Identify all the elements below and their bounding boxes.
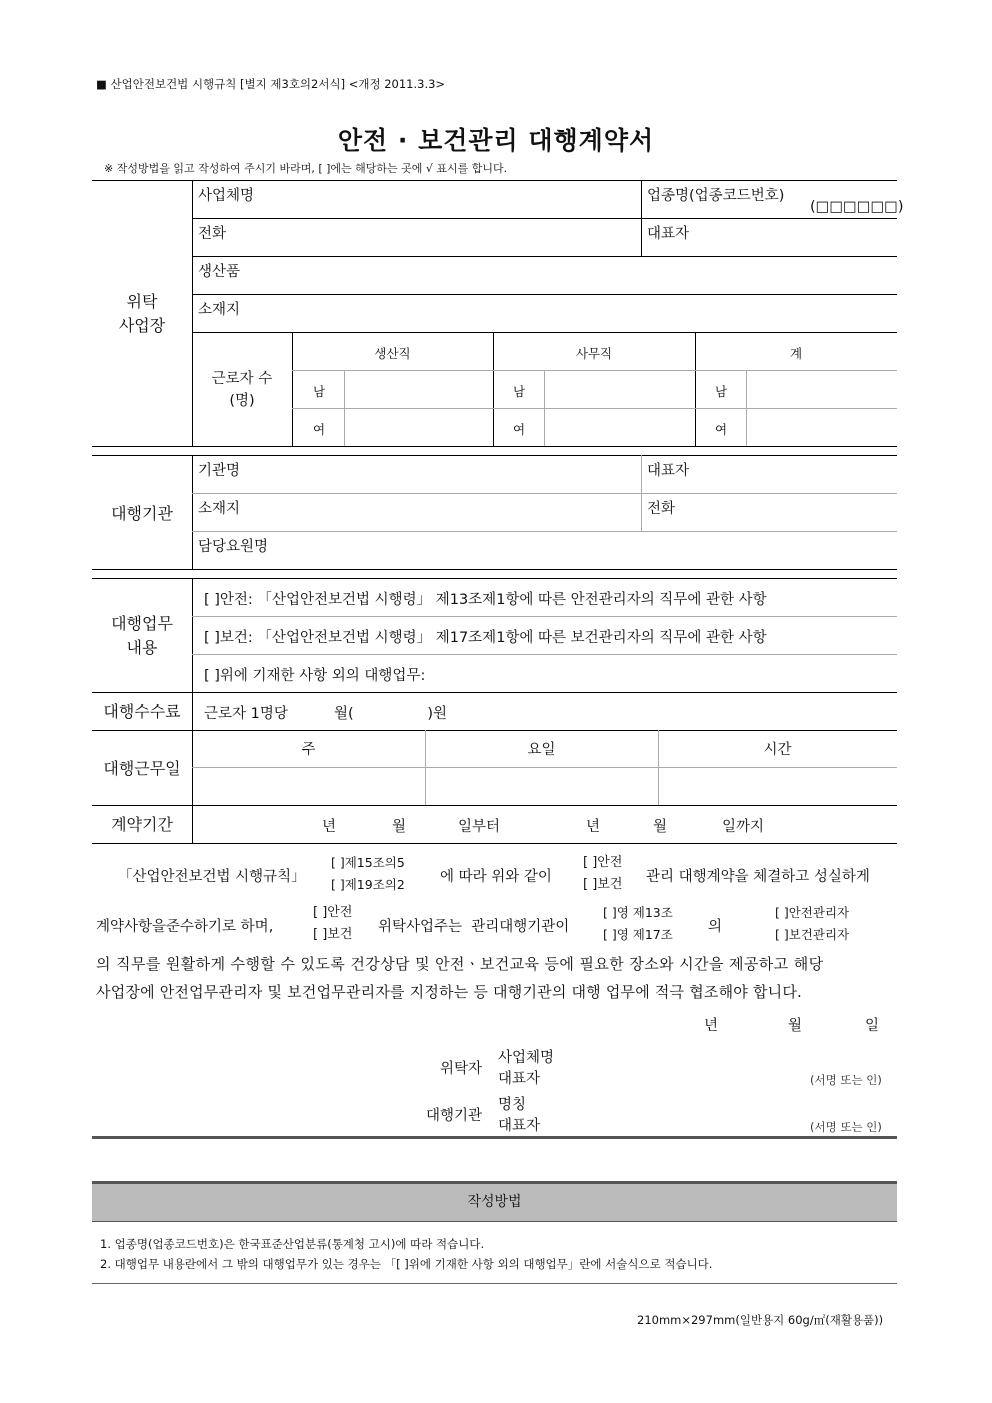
product-field[interactable]: 생산품 [198,264,241,280]
period-month-start[interactable]: 월 [392,819,407,835]
col-day: 요일 [527,742,556,758]
col-week: 주 [301,742,316,758]
checkbox-health[interactable]: [ ]보건 [583,877,623,892]
divider [92,805,897,806]
consignor-sign-note[interactable]: (서명 또는 인) [810,1073,882,1087]
agreement-line: 사업장에 안전업무관리자 및 보건업무관리자를 지정하는 등 대행기관의 대행 업무에 적극 협조해야 합니다. [96,983,802,1001]
phone-field[interactable]: 전화 [198,226,227,242]
date-month[interactable]: 월 [788,1018,803,1034]
agency-label: 대행기관 [426,1108,483,1124]
divider [92,455,897,456]
text-fragment: 위탁사업주는 관리대행기관이 [378,919,570,935]
address-field[interactable]: 소재지 [198,302,241,318]
consignor-business-name[interactable]: 사업체명 [498,1050,555,1066]
male-label: 남 [513,384,526,399]
divider [292,408,897,409]
form-reference: ■ 산업안전보건법 시행규칙 [별지 제3호의2서식] <개정 2011.3.3> [96,77,446,91]
instruction-item: 2. 대행업무 내용란에서 그 밖의 대행업무가 있는 경우는 「[ ]위에 기재한 사항 외의 대행업무」란에 서술식으로 적습니다. [100,1257,713,1271]
agency-name-field[interactable]: 기관명 [198,463,241,479]
divider [192,294,897,295]
divider [92,1136,897,1139]
divider [92,569,897,570]
article-options [331,852,405,896]
female-label: 여 [313,422,326,437]
checkbox-safety-manager[interactable]: [ ]안전관리자 [775,905,850,920]
divider [92,446,897,447]
date-day[interactable]: 일 [865,1018,880,1034]
section-label-duties [92,612,192,660]
divider [192,493,897,494]
label-line: 사업장 [118,316,166,335]
checkbox-decree-17[interactable]: [ ]영 제17조 [603,927,673,942]
instruction-item: 1. 업종명(업종코드번호)은 한국표준산업분류(통계청 고시)에 따라 적습니다. [100,1237,485,1251]
period-day-end[interactable]: 일까지 [722,819,765,835]
rule-reference: 「산업안전보건법 시행규칙」 [118,869,306,885]
page-title: 안전 · 보건관리 대행계약서 [337,126,655,155]
checkbox-safety[interactable]: [ ]안전 [583,855,623,870]
consignor-representative[interactable]: 대표자 [498,1071,541,1087]
label-line: 내용 [126,638,158,657]
male-label: 남 [715,384,728,399]
text-fragment: 계약사항을준수하기로 하며, [96,919,274,935]
divider [92,843,897,844]
industry-field[interactable]: 업종명(업종코드번호) [647,188,785,204]
col-office: 사무직 [575,346,613,361]
agency-representative-field[interactable]: 대표자 [647,463,690,479]
workers-label [192,368,292,412]
agreement-line: 의 직무를 원활하게 수행할 수 있도록 건강상담 및 안전ㆍ보건교육 등에 필요한 장소와 시간을 제공하고 해당 [96,955,824,973]
section-label-period: 계약기간 [111,815,173,834]
checkbox-article-15-5[interactable]: [ ]제15조의5 [331,855,405,870]
checkbox-decree-13[interactable]: [ ]영 제13조 [603,905,673,920]
text-fragment: 관리 대행계약을 체결하고 성실하게 [646,869,870,885]
agency-phone-field[interactable]: 전화 [647,501,676,517]
fee-field[interactable]: 근로자 1명당 월( )원 [204,706,448,722]
divider [192,531,897,532]
paper-spec: 210mm×297mm(일반용지 60g/㎡(재활용품)) [637,1313,884,1327]
management-type-options [583,852,622,896]
period-month-end[interactable]: 월 [653,819,668,835]
duty-option-other[interactable]: [ ]위에 기재한 사항 외의 대행업무: [204,668,426,684]
label-line: 근로자 수 [211,371,273,387]
col-production: 생산직 [374,346,411,361]
instruction-note: ※ 작성방법을 읽고 작성하여 주시기 바라며, [ ]에는 해당하는 곳에 √ 표시를 합니다. [104,162,508,175]
consignor-label: 위탁자 [440,1061,483,1077]
checkbox-health-manager[interactable]: [ ]보건관리자 [775,927,850,942]
agency-address-field[interactable]: 소재지 [198,501,241,517]
checkbox-health[interactable]: [ ]보건 [313,927,353,942]
label-line: (명) [229,393,255,409]
section-label-agency: 대행기관 [111,504,173,523]
divider [192,218,897,219]
decree-options [603,902,673,946]
duty-option-health[interactable]: [ ]보건: 「산업안전보건법 시행령」 제17조제1항에 따른 보건관리자의 직무에 관한 사항 [204,630,767,646]
male-label: 남 [313,384,326,399]
divider [92,692,897,693]
section-label-fee: 대행수수료 [103,702,181,721]
agency-sign-representative[interactable]: 대표자 [498,1118,541,1134]
period-year-start[interactable]: 년 [322,819,337,835]
divider [746,370,747,446]
agency-sign-name[interactable]: 명칭 [498,1097,527,1113]
col-total: 계 [789,346,803,361]
divider [192,616,897,617]
divider [292,370,897,371]
business-name-field[interactable]: 사업체명 [198,188,255,204]
divider [192,332,897,333]
col-time: 시간 [763,742,792,758]
divider [92,180,897,181]
female-label: 여 [513,422,526,437]
section-label-consignor [92,290,192,338]
divider [544,370,545,446]
agency-staff-field[interactable]: 담당요원명 [198,539,269,555]
representative-field[interactable]: 대표자 [647,226,690,242]
female-label: 여 [715,422,728,437]
divider [192,654,897,655]
checkbox-safety[interactable]: [ ]안전 [313,905,353,920]
instructions-title: 작성방법 [467,1194,522,1210]
divider [92,1283,897,1284]
label-line: 대행업무 [111,614,173,633]
divider [192,767,897,768]
period-day-start[interactable]: 일부터 [458,819,501,835]
industry-code-boxes[interactable]: (□□□□□□) [810,199,904,215]
agency-sign-note[interactable]: (서명 또는 인) [810,1120,882,1134]
period-year-end[interactable]: 년 [586,819,601,835]
duty-option-safety[interactable]: [ ]안전: 「산업안전보건법 시행령」 제13조제1항에 따른 안전관리자의 직무에 관한 사항 [204,592,767,608]
label-line: 위탁 [126,292,158,311]
divider [344,370,345,446]
divider [92,730,897,731]
manager-options [775,902,849,946]
divider [192,455,193,569]
text-fragment: 에 따라 위와 같이 [440,869,552,885]
consignor-type-options [313,902,352,946]
checkbox-article-19-2[interactable]: [ ]제19조의2 [331,877,405,892]
instructions-header [92,1181,897,1222]
date-year[interactable]: 년 [704,1018,719,1034]
text-fragment: 의 [708,919,723,935]
section-label-workday: 대행근무일 [103,759,181,778]
divider [192,256,897,257]
divider [92,578,897,579]
